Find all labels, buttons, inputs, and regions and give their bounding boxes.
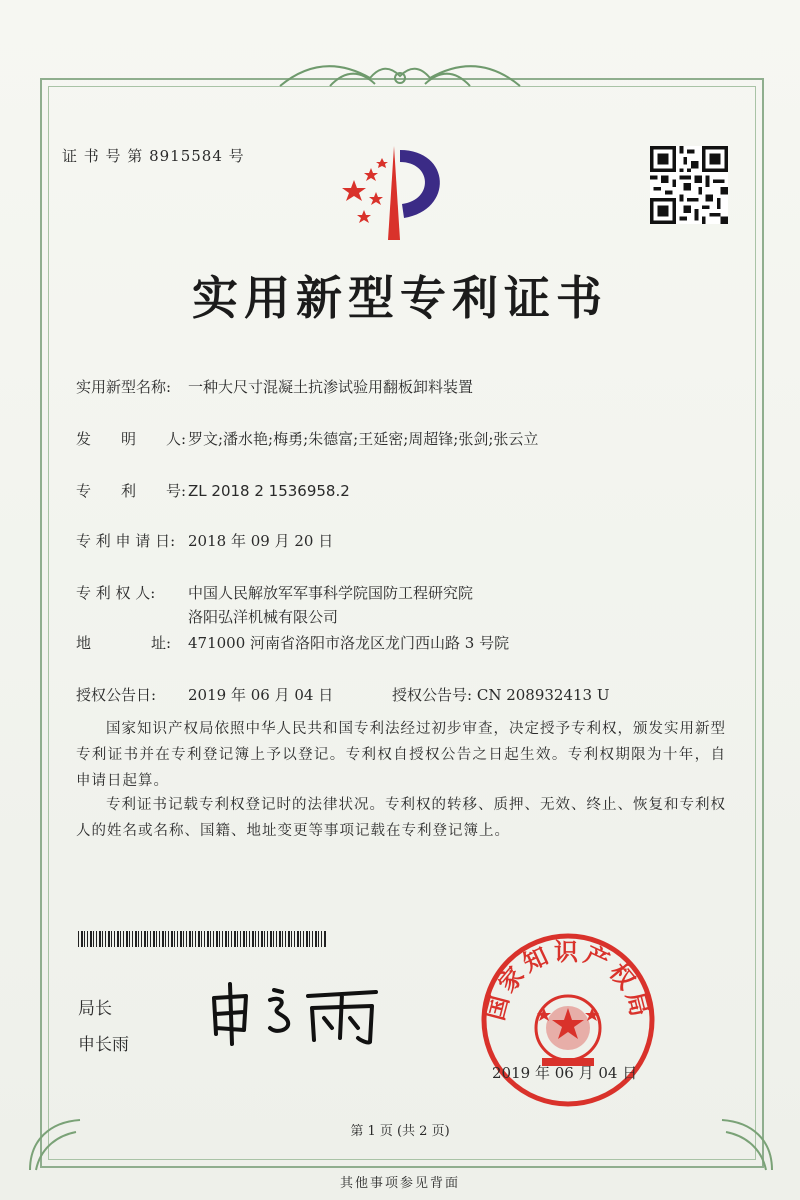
grant-number-row bbox=[392, 684, 610, 705]
grant-number-value: CN 208932413 U bbox=[476, 686, 610, 704]
patentee-value-2: 洛阳弘洋机械有限公司 bbox=[188, 608, 339, 626]
grant-date-label: 授权公告日: bbox=[76, 686, 157, 704]
certificate-title: 实用新型专利证书 bbox=[192, 271, 608, 325]
patent-number-label: 专 利 号: bbox=[76, 482, 187, 500]
address-label: 地 址: bbox=[76, 634, 172, 652]
patent-office-logo-icon bbox=[336, 140, 466, 250]
patentee-value-1: 中国人民解放军军事科学院国防工程研究院 bbox=[188, 584, 474, 602]
official-seal-icon bbox=[478, 930, 658, 1110]
utility-model-name-row bbox=[76, 376, 473, 397]
director-signature-icon bbox=[200, 978, 400, 1048]
utility-model-name-label: 实用新型名称: bbox=[76, 378, 172, 396]
page-number: 第 1 页 (共 2 页) bbox=[350, 1124, 450, 1139]
seal-date: 2019 年 06 月 04 日 bbox=[492, 1064, 638, 1082]
address-value: 471000 河南省洛阳市洛龙区龙门西山路 3 号院 bbox=[188, 634, 510, 652]
director-title: 局长 bbox=[78, 999, 112, 1019]
patentee-label: 专 利 权 人: bbox=[76, 584, 156, 602]
svg-text:国家知识产权局: 国家知识产权局 bbox=[481, 938, 655, 1024]
top-ornament-icon bbox=[270, 56, 530, 96]
address-row bbox=[76, 632, 509, 653]
application-date-label: 专 利 申 请 日: bbox=[76, 532, 176, 550]
application-date-value: 2018 年 09 月 20 日 bbox=[188, 532, 334, 550]
patent-number-value: ZL 2018 2 1536958.2 bbox=[188, 482, 350, 500]
footer-note: 其他事项参见背面 bbox=[339, 1176, 460, 1191]
inventor-value: 罗文;潘水艳;梅勇;朱德富;王延密;周超锋;张剑;张云立 bbox=[188, 430, 539, 448]
inventor-label: 发 明 人: bbox=[76, 430, 187, 448]
statement-paragraph-1: 国家知识产权局依照中华人民共和国专利法经过初步审查，决定授予专利权，颁发实用新型专利证书并在专利登记簿上予以登记。专利权自授权公告之日起生效。专利权期限为十年，自申请日起算。 bbox=[76, 721, 726, 789]
inventor-row bbox=[76, 428, 538, 449]
patent-number-row bbox=[76, 480, 350, 501]
director-name: 申长雨 bbox=[78, 1035, 129, 1055]
patentee-row-2 bbox=[188, 606, 338, 627]
grant-date-value: 2019 年 06 月 04 日 bbox=[188, 686, 334, 704]
application-date-row bbox=[76, 530, 333, 551]
qr-code-icon bbox=[650, 146, 728, 224]
statement-paragraph-2: 专利证书记载专利权登记时的法律状况。专利权的转移、质押、无效、终止、恢复和专利权人的姓名或名称、国籍、地址变更等事项记载在专利登记簿上。 bbox=[76, 797, 726, 839]
grant-date-row bbox=[76, 684, 333, 705]
grant-number-label: 授权公告号: bbox=[392, 686, 473, 704]
barcode-icon bbox=[78, 931, 326, 947]
utility-model-name-value: 一种大尺寸混凝土抗渗试验用翻板卸料装置 bbox=[188, 378, 474, 396]
patentee-row bbox=[76, 582, 473, 603]
certificate-number: 证 书 号 第 8915584 号 bbox=[62, 147, 245, 165]
